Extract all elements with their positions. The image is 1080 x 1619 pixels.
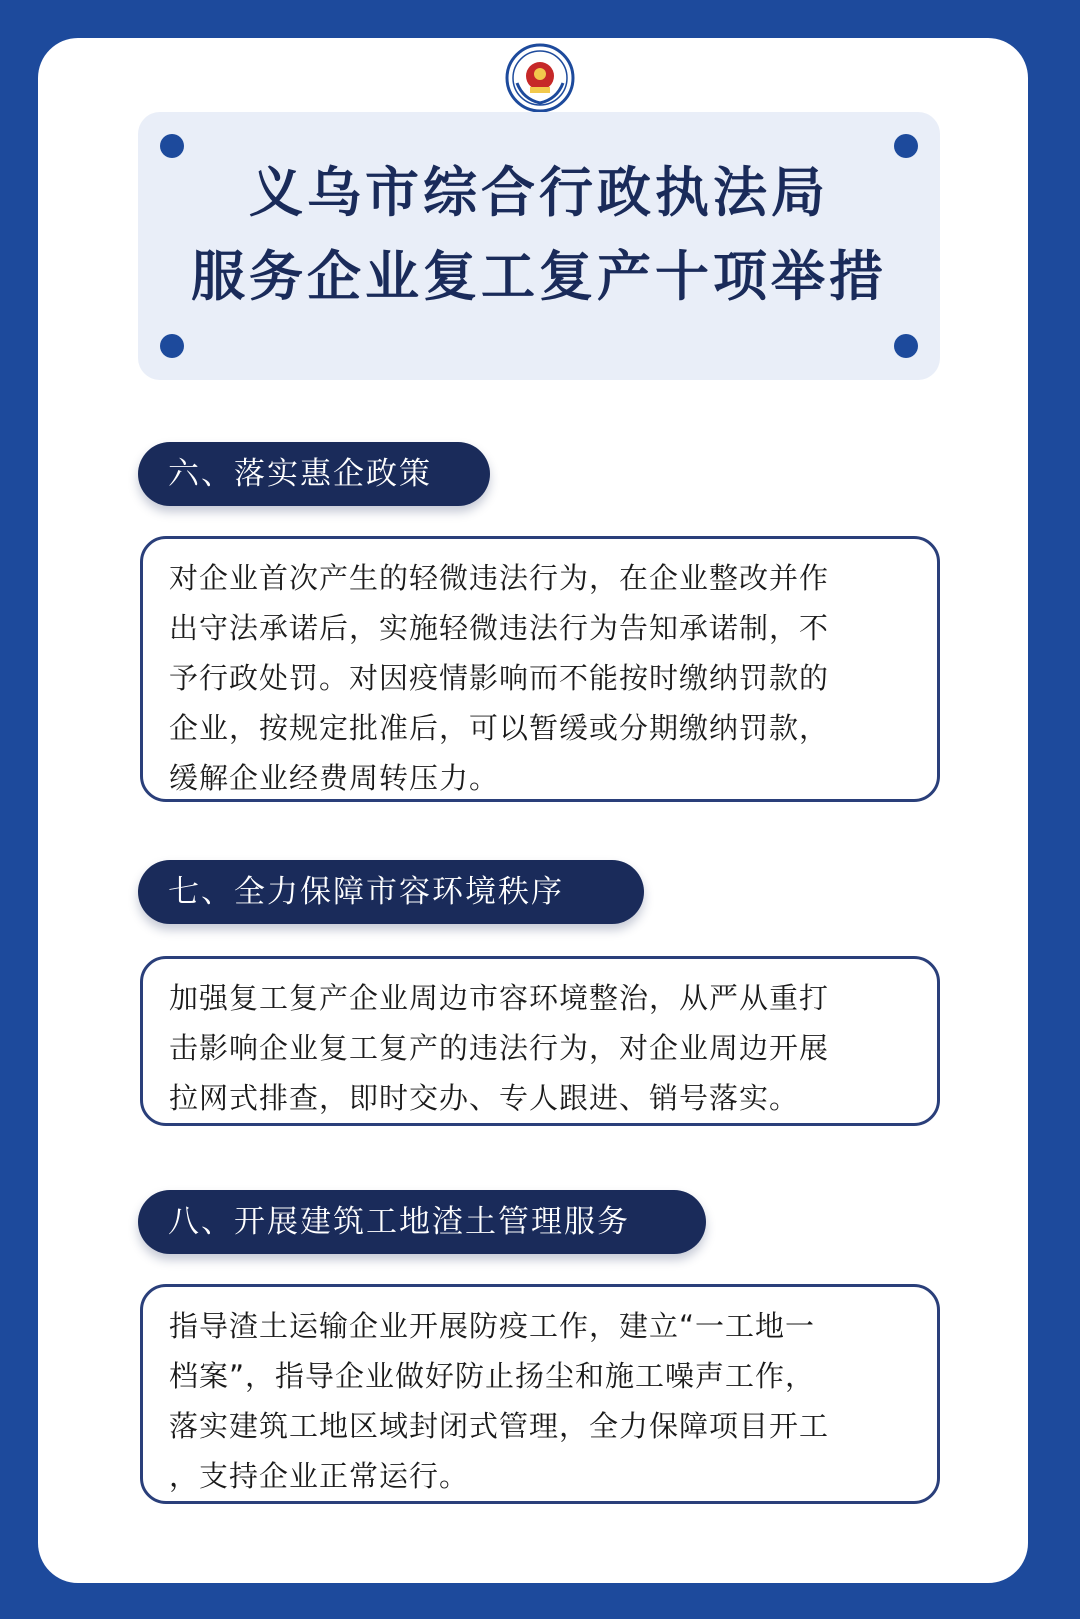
section-8-line: 指导渣土运输企业开展防疫工作，建立“一工地一 [169,1309,816,1343]
section-7-line: 拉网式排查，即时交办、专人跟进、销号落实。 [169,1081,800,1115]
decorative-dot [894,334,918,358]
section-6-line: 对企业首次产生的轻微违法行为，在企业整改并作 [169,561,830,595]
page-title-line-2: 服务企业复工复产十项举措 [191,245,887,308]
page-title-line-1: 义乌市综合行政执法局 [249,161,829,224]
section-body-8 [140,1284,940,1504]
section-6-line: 予行政处罚。对因疫情影响而不能按时缴纳罚款的 [169,661,830,695]
section-8-line: ，支持企业正常运行。 [169,1459,470,1493]
section-7-line: 击影响企业复工复产的违法行为，对企业周边开展 [169,1031,830,1065]
section-header-7: 七、全力保障市容环境秩序 [138,860,644,924]
section-8-line: 档案”，指导企业做好防止扬尘和施工噪声工作， [169,1359,816,1393]
section-6-line: 企业，按规定批准后，可以暂缓或分期缴纳罚款， [169,711,830,745]
section-header-6: 六、落实惠企政策 [138,442,490,506]
law-enforcement-emblem-icon [505,43,575,113]
decorative-dot [160,334,184,358]
section-8-line: 落实建筑工地区域封闭式管理，全力保障项目开工 [169,1409,830,1443]
decorative-dot [894,134,918,158]
section-body-6 [140,536,940,802]
section-6-line: 缓解企业经费周转压力。 [169,761,500,795]
section-body-7 [140,956,940,1126]
title-panel [138,112,940,380]
section-6-line: 出守法承诺后，实施轻微违法行为告知承诺制，不 [169,611,830,645]
decorative-dot [160,134,184,158]
section-header-8: 八、开展建筑工地渣土管理服务 [138,1190,706,1254]
section-7-line: 加强复工复产企业周边市容环境整治，从严从重打 [169,981,830,1015]
